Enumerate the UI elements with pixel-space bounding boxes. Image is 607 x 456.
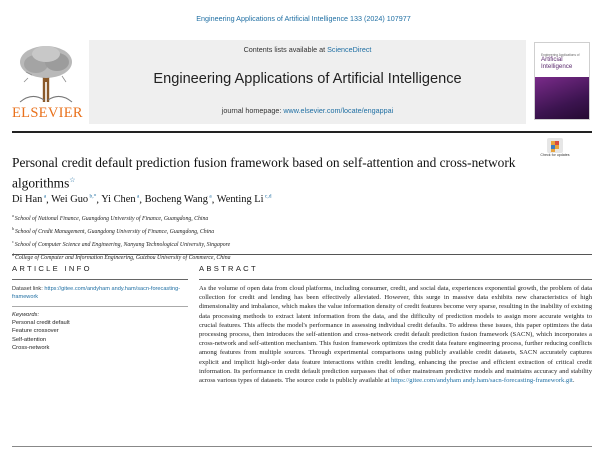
affiliation (12, 237, 572, 250)
author-name: Wei Guo (51, 194, 89, 206)
section-rule (12, 254, 592, 255)
cover-small-title: Engineering Applications of (541, 53, 580, 57)
author-list (12, 194, 572, 205)
bottom-rule (12, 446, 592, 447)
author[interactable] (145, 194, 212, 205)
author-name: Yi Chen (101, 194, 136, 206)
affiliation-text: School of Computer Science and Engineering, Nanyang Technological University, Singapore (14, 242, 231, 249)
author[interactable] (12, 194, 46, 205)
keywords-heading: Keywords: (12, 312, 40, 318)
keyword: Feature crossover (12, 328, 59, 335)
running-head[interactable]: Engineering Applications of Artificial Intelligence 133 (2024) 107977 (196, 14, 411, 23)
author-affiliation-mark[interactable]: a (207, 194, 212, 200)
abstract-heading: ABSTRACT (199, 264, 258, 273)
affiliation-text: College of Computer and Information Engineering, Guizhou University of Commerce, China (15, 255, 231, 262)
affiliation (12, 211, 572, 224)
author[interactable] (217, 194, 272, 205)
keywords-list (12, 319, 188, 352)
author-separator: , (139, 194, 145, 206)
homepage-line (89, 106, 526, 115)
source-code-link[interactable]: https://gitee.com/andyham andy.ham/sacn-forecasting-framework.git (390, 377, 573, 385)
header-rule (12, 131, 592, 133)
author-affiliation-mark[interactable]: c,d (263, 194, 272, 200)
contents-line (89, 45, 526, 54)
journal-title[interactable]: Engineering Applications of Artificial Intelligence (153, 71, 462, 87)
keyword: Personal credit default (12, 320, 70, 327)
cover-title (541, 53, 587, 70)
journal-banner (89, 40, 526, 124)
elsevier-tree-logo-icon (14, 42, 78, 104)
author[interactable] (101, 194, 139, 205)
publisher-logo[interactable] (12, 40, 83, 124)
article-title-text: Personal credit default prediction fusion framework based on self-attention and cross-network algorithms (12, 155, 516, 190)
affiliation (12, 250, 572, 263)
cover-main-title: Artificial Intelligence (541, 56, 573, 70)
keyword: Cross-network (12, 344, 50, 351)
affiliation-mark: b (12, 226, 15, 232)
abstract-suffix: . (572, 377, 575, 385)
author[interactable] (51, 194, 96, 205)
author-separator: , (96, 194, 102, 206)
author-affiliation-mark[interactable]: b,* (88, 194, 97, 200)
cover-artwork (535, 77, 590, 120)
masthead (12, 40, 592, 130)
crossmark-icon (540, 138, 570, 154)
author-affiliation-mark[interactable]: a (42, 194, 47, 200)
article-info-rule (12, 279, 188, 280)
journal-homepage-link[interactable]: www.elsevier.com/locate/engappai (283, 106, 394, 115)
abstract-text: As the volume of open data from cloud platforms, including consumer, credit, and social data, experiences exponential growth, the problem of data collection for credit and lending has been effectively alleviated. However, this surge in massive data exhibits new characteristics of high dimensionality and imbalance, which makes the value information density of credit features become very sparse, resulting in the inability of existing data processing methods to extract latent information from the data, and the difficulty of prediction models to assign more accurate weights to crucial features. This affects the model's performance in assessing individual credit defaults. To address these issues, this paper optimizes the data processing process, then introduces the self-attention and cross-network credit default prediction fusion framework (SACN), which incorporates a cross-network and self-attention mechanism. This fusion framework optimizes the credit data feature engineering process, further reducing conflicts among features from multiple sources. Through experimental comparisons using publicly available credit datasets, SACN accurately captures explicit and implicit high-order data feature interactions within credit lending, enhancing the precise and efficient extraction of critical credit information. Its performance in credit default prediction surpasses that of other mainstream predictive models and maintains accuracy and stability across various types of datasets. The source code is publicly available at (199, 285, 592, 385)
dataset-line (12, 285, 188, 301)
contents-prefix: Contents lists available at (243, 45, 328, 54)
author-separator: , (211, 194, 217, 206)
dataset-prefix: Dataset link: (12, 286, 43, 292)
author-affiliation-mark[interactable]: a (135, 194, 140, 200)
affiliation-text: School of Credit Management, Guangdong University of Finance, Guangdong, China (15, 229, 215, 236)
article-title (12, 155, 532, 191)
affiliation-text: School of National Finance, Guangdong University of Finance, Guangdong, China (14, 215, 209, 222)
crossmark-label: Check for updates (540, 153, 570, 157)
author-name: Wenting Li (216, 194, 264, 206)
publisher-wordmark: ELSEVIER (12, 105, 83, 121)
affiliation-mark: a (12, 213, 15, 218)
crossmark-button[interactable] (540, 138, 570, 166)
author-separator: , (46, 194, 52, 206)
author-name: Bocheng Wang (144, 194, 208, 206)
keywords-block (12, 311, 188, 352)
dataset-link[interactable]: https://gitee.com/andyham andy.ham/sacn-forecasting-framework (12, 286, 181, 300)
sciencedirect-link[interactable]: ScienceDirect (327, 45, 372, 54)
abstract-rule (199, 279, 592, 280)
affiliation-list (12, 211, 572, 264)
affiliation-mark: c (12, 239, 15, 245)
abstract-body (199, 284, 592, 385)
article-info-heading: ARTICLE INFO (12, 264, 92, 273)
keywords-rule (12, 306, 188, 307)
affiliation (12, 224, 572, 237)
keyword: Self-attention (12, 336, 47, 343)
homepage-prefix: journal homepage: (221, 106, 284, 115)
journal-cover-thumbnail-icon[interactable] (534, 42, 590, 120)
title-footnote-mark[interactable]: ☆ (69, 175, 76, 184)
author-name: Di Han (12, 194, 43, 206)
